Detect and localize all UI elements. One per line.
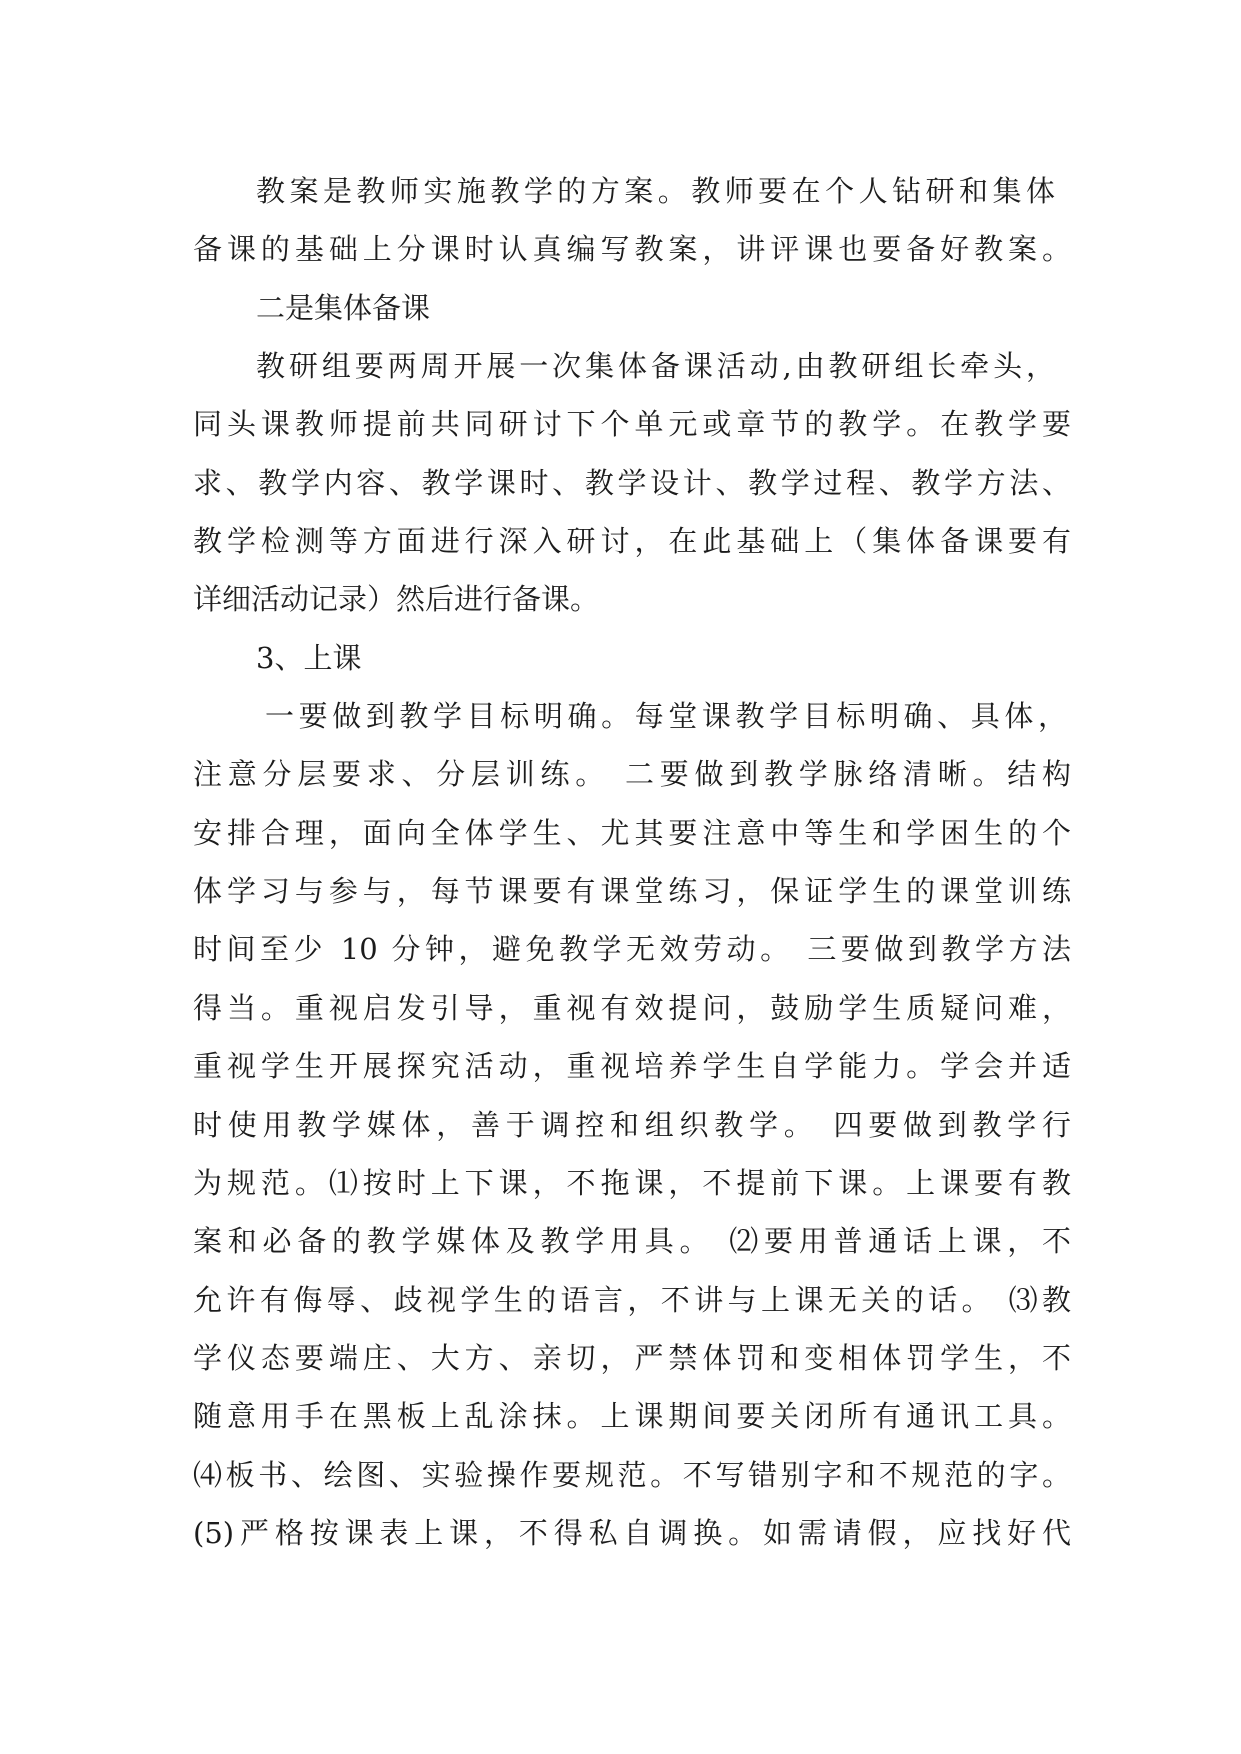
text-line: 重视学生开展探究活动，重视培养学生自学能力。学会并适 — [193, 1049, 1071, 1084]
section-heading: 3、上课 — [256, 640, 362, 675]
document-body — [193, 162, 1071, 1562]
text-line: 教研组要两周开展一次集体备课活动,由教研组长牵头， — [256, 349, 1055, 384]
text-line: 同头课教师提前共同研讨下个单元或章节的教学。在教学要 — [193, 407, 1071, 442]
text-line: 备课的基础上分课时认真编写教案，讲评课也要备好教案。 — [193, 232, 1071, 267]
text-line: 安排合理，面向全体学生、尤其要注意中等生和学困生的个 — [193, 815, 1071, 850]
text-line: (5)严格按课表上课，不得私自调换。如需请假，应找好代 — [193, 1515, 1071, 1550]
text-line: 详细活动记录）然后进行备课。 — [193, 582, 600, 617]
text-line: 得当。重视启发引导，重视有效提问，鼓励学生质疑问难， — [193, 990, 1071, 1025]
text-line: 学仪态要端庄、大方、亲切，严禁体罚和变相体罚学生，不 — [193, 1340, 1071, 1375]
text-line: 教案是教师实施教学的方案。教师要在个人钻研和集体 — [256, 174, 1055, 208]
text-line: 教学检测等方面进行深入研讨，在此基础上（集体备课要有 — [193, 524, 1071, 559]
text-line: 案和必备的教学媒体及教学用具。 ⑵要用普通话上课，不 — [193, 1224, 1071, 1259]
text-line: 时使用教学媒体，善于调控和组织教学。 四要做到教学行 — [193, 1107, 1071, 1142]
text-line: 随意用手在黑板上乱涂抹。上课期间要关闭所有通讯工具。 — [193, 1399, 1071, 1434]
text-line: 体学习与参与，每节课要有课堂练习，保证学生的课堂训练 — [193, 874, 1071, 909]
text-line: 时间至少 10 分钟，避免教学无效劳动。 三要做到教学方法 — [193, 932, 1071, 967]
text-line: 允许有侮辱、歧视学生的语言，不讲与上课无关的话。 ⑶教 — [193, 1282, 1071, 1317]
text-line: 求、教学内容、教学课时、教学设计、教学过程、教学方法、 — [193, 465, 1071, 500]
section-heading: 二是集体备课 — [256, 290, 431, 325]
text-line: ⑷板书、绘图、实验操作要规范。不写错别字和不规范的字。 — [193, 1457, 1071, 1492]
text-line: 注意分层要求、分层训练。 二要做到教学脉络清晰。结构 — [193, 757, 1071, 792]
text-line: 一要做到教学目标明确。每堂课教学目标明确、具体， — [265, 699, 1067, 734]
text-line: 为规范。⑴按时上下课，不拖课，不提前下课。上课要有教 — [193, 1165, 1071, 1200]
